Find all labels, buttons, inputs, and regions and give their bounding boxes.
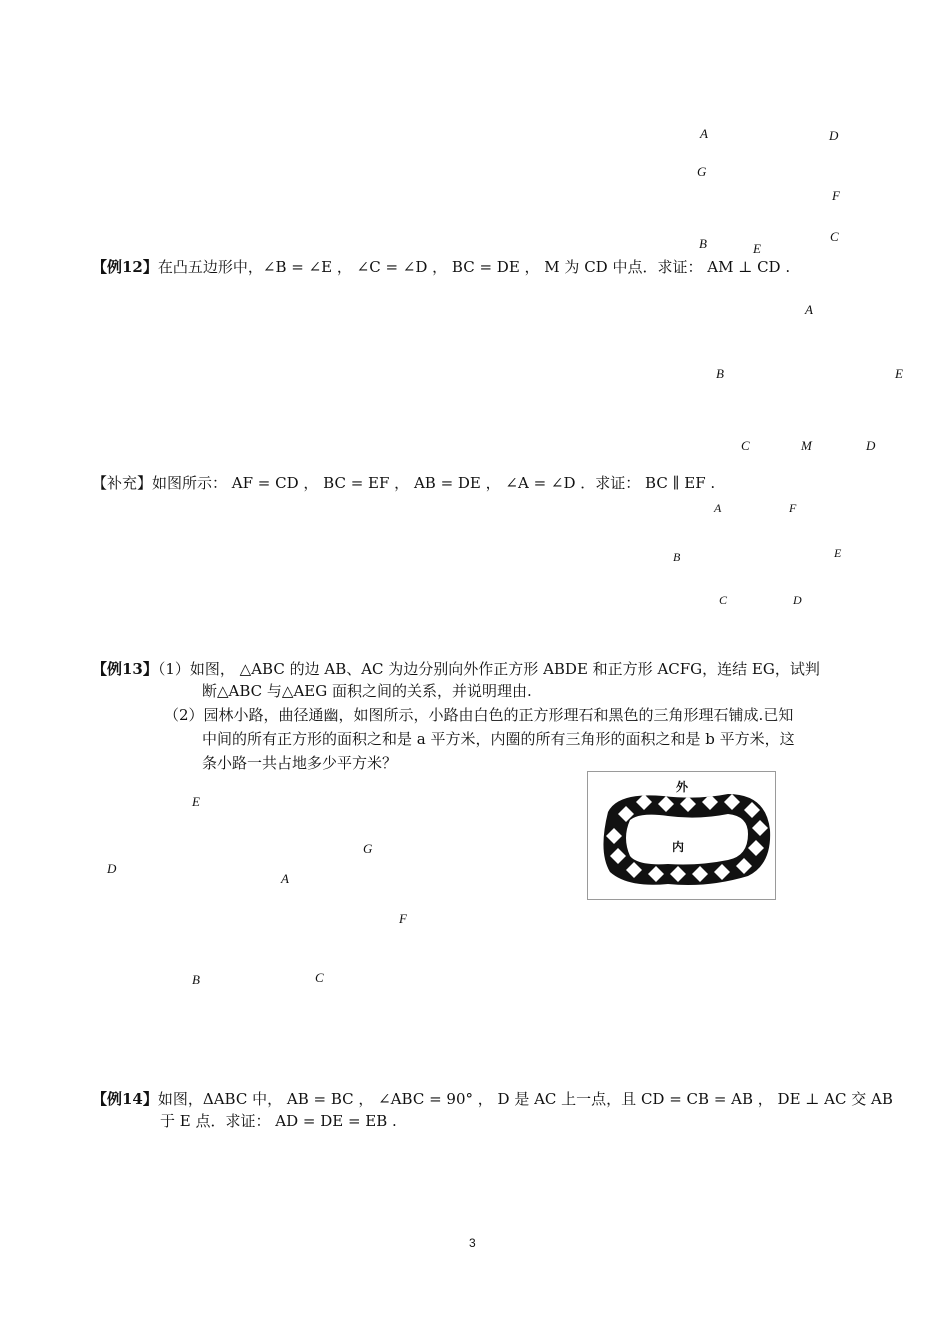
fig-pentagon-label-c: C [741, 438, 750, 453]
fig-hexagon-label-d: D [793, 593, 802, 607]
fig-top-label-g: G [697, 164, 707, 179]
example-13-part1-line1 [92, 660, 820, 678]
page-number: 3 [469, 1236, 476, 1250]
fig-top-label-f: F [832, 188, 840, 203]
example-14-line2: 于 E 点．求证： AD = DE = EB . [160, 1112, 397, 1130]
fig-squares-label-a: A [281, 871, 289, 886]
example-13-tag: 【例13】 [92, 660, 158, 678]
fig-top-label-b: B [699, 236, 707, 251]
example-13-part2-line1: （2）园林小路，曲径通幽，如图所示，小路由白色的正方形理石和黑色的三角形理石铺成.已知 [164, 706, 794, 724]
fig-squares-label-d: D [107, 861, 117, 876]
fig-squares-label-c: C [315, 970, 324, 985]
fig-squares-label-g: G [363, 841, 373, 856]
fig-pentagon-label-e: E [895, 366, 903, 381]
example-14-line1 [92, 1090, 893, 1108]
fig-squares-label-f: F [399, 911, 407, 926]
supplement-tag: 【补充】 [92, 474, 153, 492]
fig-hexagon-label-f: F [789, 501, 797, 515]
supplement [92, 474, 715, 492]
example-14-tag: 【例14】 [92, 1090, 158, 1108]
fig-hexagon-label-b: B [673, 550, 681, 564]
garden-path-figure [587, 771, 776, 900]
fig-top-label-c: C [830, 229, 839, 244]
fig-hexagon-label-e: E [834, 546, 842, 560]
fig-pentagon-label-m: M [801, 438, 812, 453]
example-13-part1-line2: 断△ABC 与△AEG 面积之间的关系，并说明理由. [202, 682, 532, 700]
fig-pentagon-label-a: A [805, 302, 813, 317]
example-13-part2-line2: 中间的所有正方形的面积之和是 a 平方米，内圈的所有三角形的面积之和是 b 平方米，这 [202, 730, 795, 748]
fig-squares-label-b: B [192, 972, 200, 987]
garden-inner-label: 内 [672, 840, 685, 854]
fig-pentagon-label-d: D [866, 438, 876, 453]
fig-top-label-e: E [753, 241, 761, 256]
fig-pentagon-label-b: B [716, 366, 724, 381]
example-13-part1-text1: （1）如图， △ABC 的边 AB、AC 为边分别向外作正方形 ABDE 和正方形 ACFG，连结 EG，试判 [157, 660, 820, 678]
fig-squares-label-e: E [192, 794, 200, 809]
garden-outer-label: 外 [676, 780, 689, 794]
example-12-tag: 【例12】 [92, 258, 158, 276]
example-12-text: 在凸五边形中，∠B = ∠E ， ∠C = ∠D ， BC = DE ， M 为 CD 中点．求证： AM ⊥ CD . [157, 258, 791, 276]
fig-top-label-a: A [700, 126, 708, 141]
fig-hexagon-label-a: A [714, 501, 722, 515]
fig-top-label-d: D [829, 128, 839, 143]
example-13-part2-line3: 条小路一共占地多少平方米？ [202, 754, 398, 772]
example-14-text1: 如图，ΔABC 中， AB = BC ， ∠ABC = 90° ， D 是 AC 上一点，且 CD = CB = AB ， DE ⊥ AC 交 AB [157, 1090, 893, 1108]
fig-hexagon-label-c: C [719, 593, 728, 607]
example-12 [92, 258, 790, 276]
supplement-text: 如图所示： AF = CD ， BC = EF ， AB = DE ， ∠A = ∠D ．求证： BC ∥ EF . [152, 474, 716, 492]
